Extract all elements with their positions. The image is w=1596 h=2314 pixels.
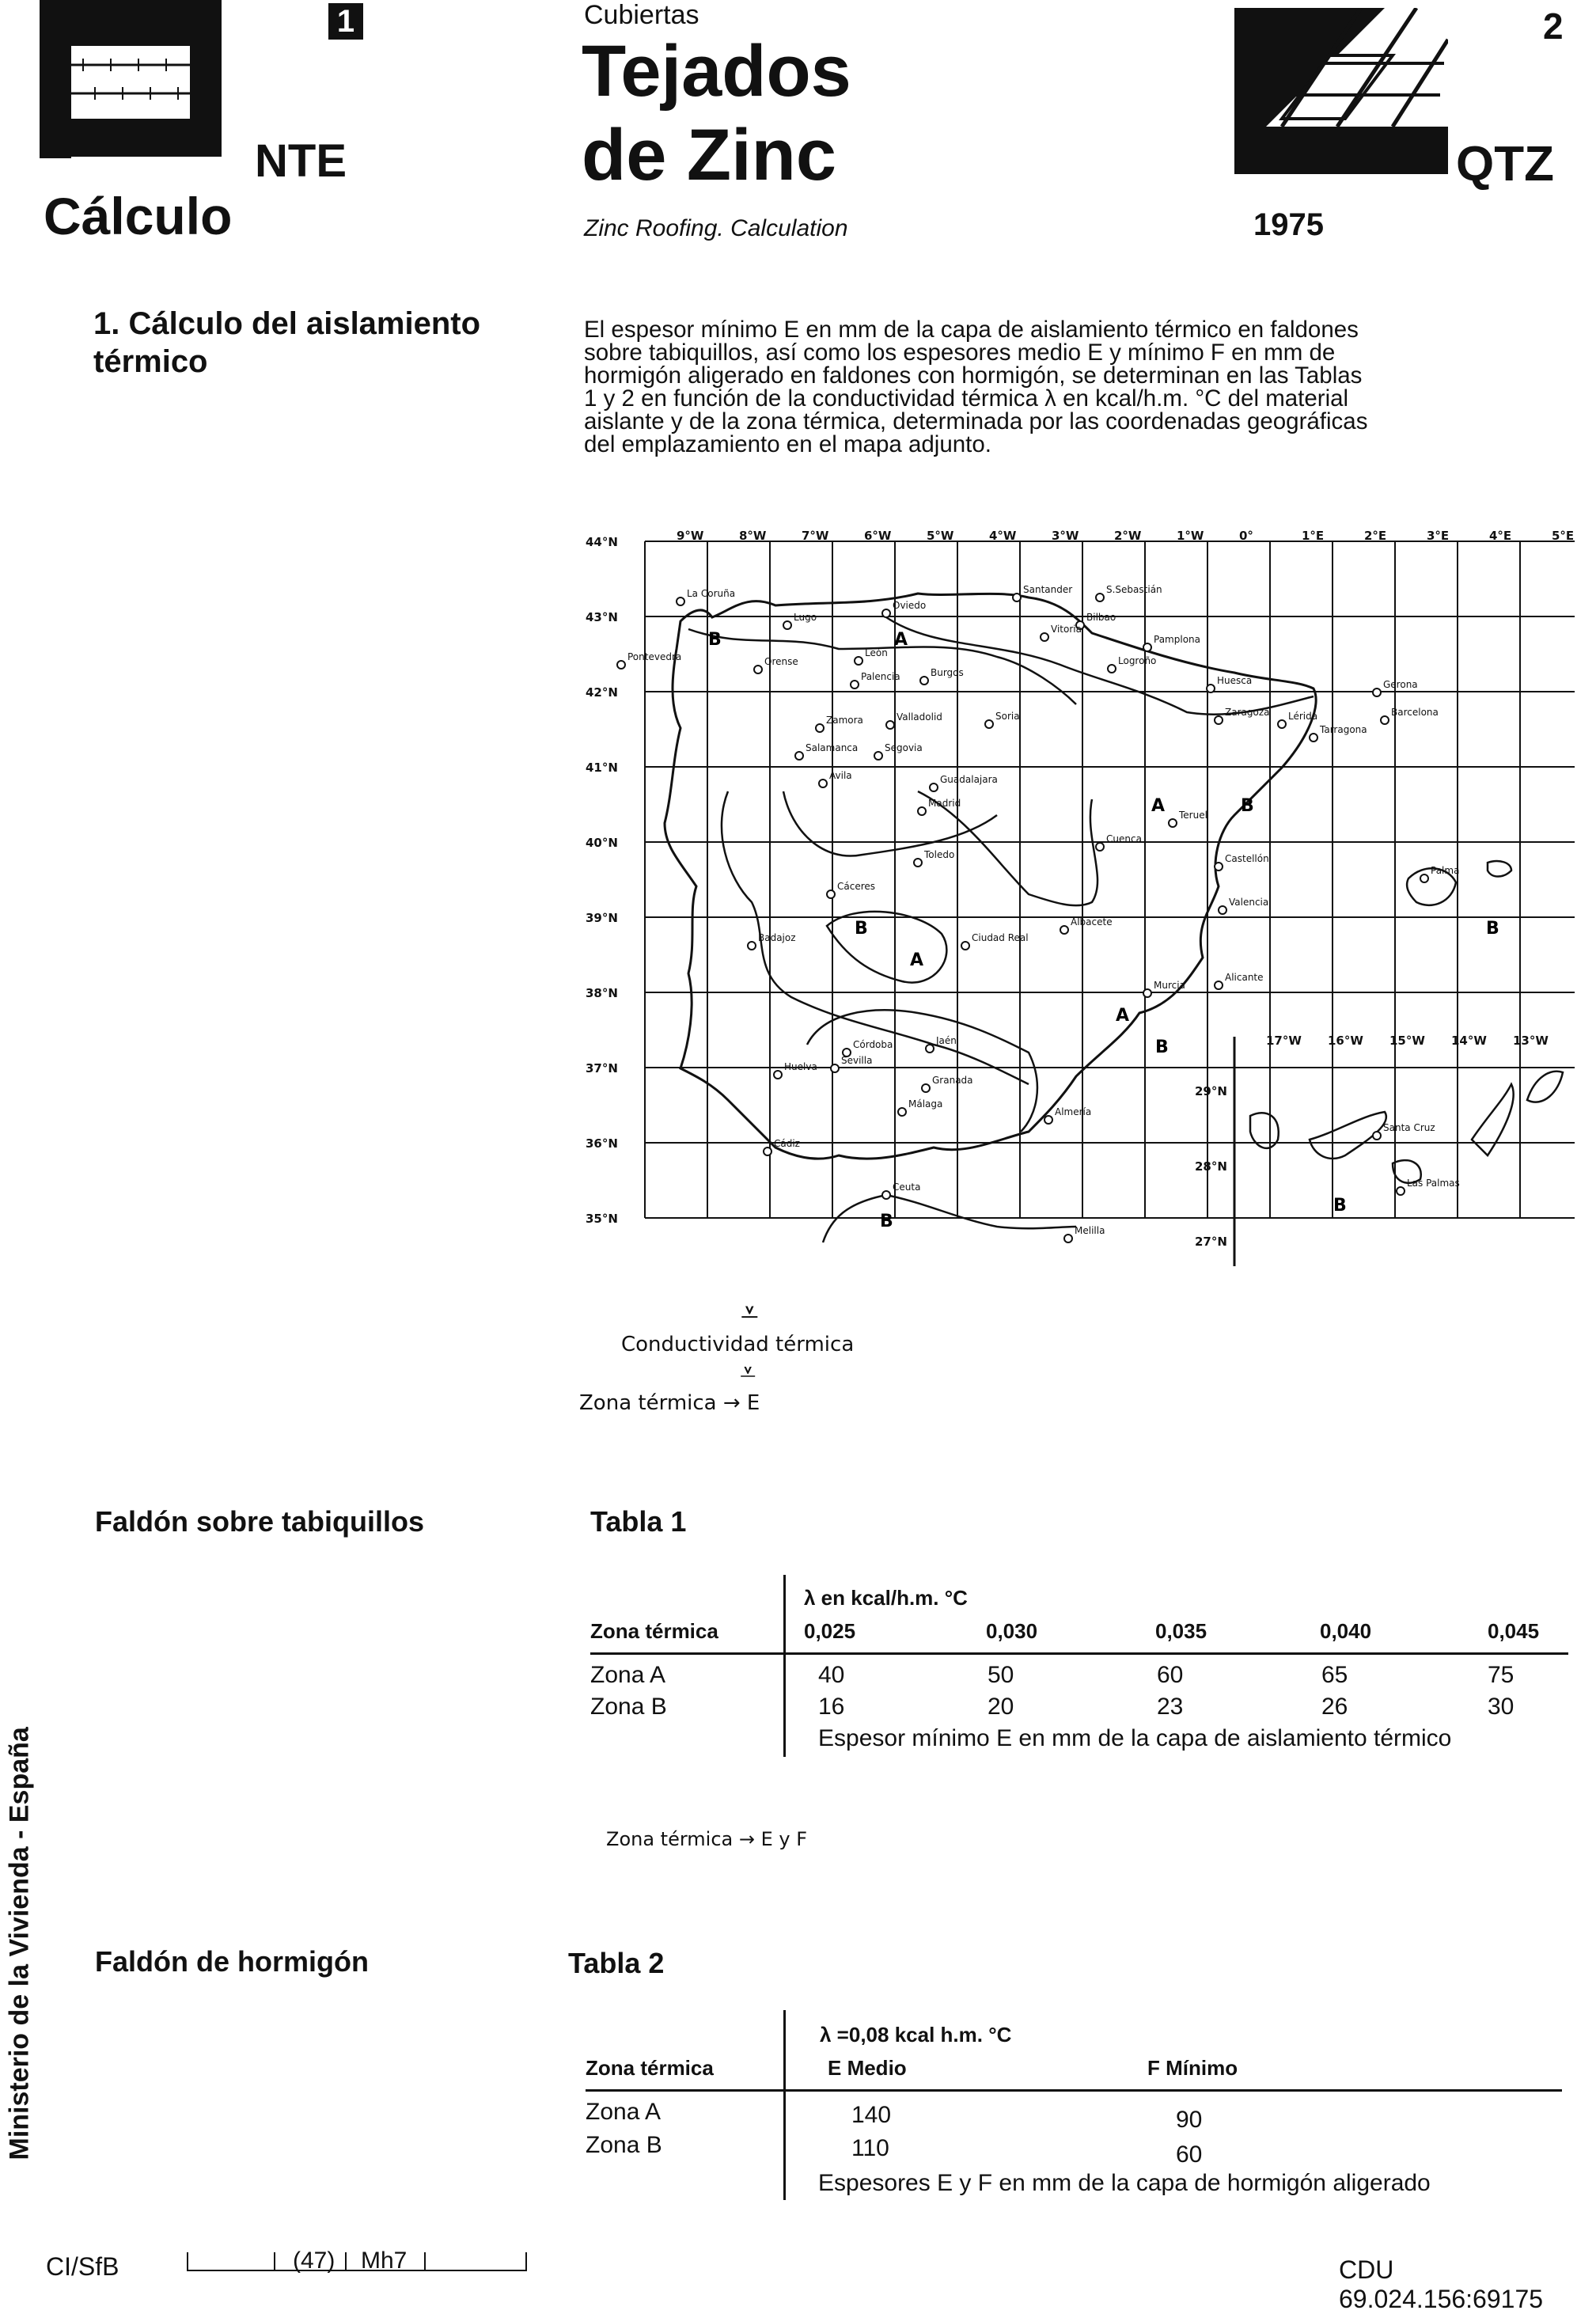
map-city: [748, 932, 796, 950]
map-city: [819, 770, 852, 787]
tabla1-cell: 23: [1157, 1694, 1184, 1720]
zone-boundary: [783, 791, 997, 856]
city-marker: [851, 681, 859, 689]
city-marker: [748, 942, 756, 950]
city-marker: [1169, 819, 1177, 827]
map-city: [1215, 707, 1269, 724]
zone-label: A: [1151, 796, 1166, 816]
flow-conductividad: Conductividad térmica: [621, 1333, 855, 1356]
map-longitude-label: 3°E: [1427, 530, 1450, 543]
city-marker: [1096, 843, 1104, 851]
city-marker: [926, 1045, 934, 1053]
intro-paragraph: [584, 318, 1565, 456]
map-city: [930, 774, 998, 791]
city-marker: [1373, 1132, 1381, 1140]
intro-line: hormigón aligerado en faldones con hormigón, se determinan en las Tablas: [584, 362, 1363, 389]
city-label: Gerona: [1383, 679, 1418, 690]
city-label: Zaragoza: [1225, 707, 1270, 718]
page-number: 2: [1543, 6, 1564, 47]
map-city: [754, 656, 798, 673]
zone-label: A: [894, 630, 908, 650]
intro-line: del emplazamiento en el mapa adjunto.: [584, 431, 991, 457]
map-city: [985, 711, 1020, 728]
map-latitude-label: 41°N: [586, 761, 618, 775]
city-marker: [1215, 863, 1223, 871]
map-city: [918, 798, 961, 815]
city-label: Orense: [764, 656, 798, 667]
tabla1-divider: [783, 1575, 786, 1757]
city-marker: [1207, 685, 1215, 692]
tabla1-cell: 16: [818, 1694, 845, 1720]
city-marker: [1143, 989, 1151, 997]
down-arrow-icon: ⩡: [740, 1356, 756, 1389]
map-city: [1169, 810, 1207, 827]
cisfb-code: Mh7: [361, 2248, 408, 2274]
city-label: Alicante: [1225, 972, 1264, 983]
city-label: Ciudad Real: [972, 932, 1029, 943]
city-label: Albacete: [1071, 916, 1113, 927]
map-city: [843, 1039, 893, 1056]
map-city: [882, 1182, 920, 1199]
map-city: [795, 742, 858, 760]
map-longitude-label: 9°W: [677, 530, 704, 543]
doc-year: 1975: [1253, 207, 1324, 242]
city-marker: [918, 807, 926, 815]
cisfb-label: CI/SfB: [46, 2252, 119, 2281]
map-latitude-label: 39°N: [586, 911, 618, 925]
city-label: Oviedo: [893, 600, 927, 611]
map-city: [855, 647, 888, 665]
city-label: Ceuta: [893, 1182, 921, 1193]
city-marker: [1143, 643, 1151, 651]
city-marker: [930, 783, 938, 791]
map-city: [1278, 711, 1317, 728]
tabla1-cell: 65: [1321, 1662, 1348, 1688]
city-label: Valencia: [1229, 897, 1269, 908]
city-marker: [1096, 594, 1104, 601]
flow-zona-ef: Zona térmica → E y F: [606, 1828, 808, 1850]
tabla2-lambda-header: λ =0,08 kcal h.m. °C: [820, 2023, 1012, 2047]
map-city: [1041, 624, 1082, 641]
canary-longitude-label: 17°W: [1266, 1034, 1302, 1048]
city-label: Teruel: [1179, 810, 1207, 821]
city-label: Toledo: [924, 849, 955, 860]
city-marker: [882, 609, 890, 617]
city-marker: [774, 1071, 782, 1079]
publisher-vertical: Ministerio de la Vivienda - España: [4, 1727, 35, 2160]
tabla1-col-header: 0,030: [986, 1619, 1038, 1643]
tabla1-zona-header: Zona térmica: [590, 1619, 718, 1643]
map-city: [1143, 634, 1200, 651]
city-marker: [783, 621, 791, 629]
map-longitude-label: 8°W: [739, 530, 767, 543]
map-latitude-label: 44°N: [586, 535, 618, 549]
city-label: Guadalajara: [940, 774, 998, 785]
map-latitude-label: 37°N: [586, 1061, 618, 1075]
zone-label: B: [1241, 796, 1254, 816]
map-longitude-label: 4°W: [989, 530, 1017, 543]
map-longitude-label: 5°E: [1552, 530, 1575, 543]
city-label: Pamplona: [1154, 634, 1200, 645]
city-marker: [874, 752, 882, 760]
tabla2-rule: [586, 2089, 1562, 2092]
canary-island: [1527, 1072, 1563, 1102]
city-label: Almería: [1055, 1106, 1092, 1117]
map-city: [783, 612, 817, 629]
map-latitude-label: 38°N: [586, 986, 618, 1000]
down-arrow-icon: ⩡: [741, 1295, 759, 1331]
map-longitude-label: 1°W: [1177, 530, 1204, 543]
tabla1-col-header: 0,025: [804, 1619, 856, 1643]
canary-island: [1472, 1084, 1514, 1155]
cisfb-code-boxes: [187, 2248, 527, 2279]
tabla2-zona-header: Zona térmica: [586, 2056, 714, 2080]
city-marker: [795, 752, 803, 760]
city-marker: [922, 1084, 930, 1092]
map-longitude-label: 3°W: [1052, 530, 1079, 543]
intro-line: El espesor mínimo E en mm de la capa de aislamiento térmico en faldones: [584, 317, 1359, 343]
city-marker: [886, 721, 894, 729]
map-city: [961, 932, 1029, 950]
city-marker: [1278, 720, 1286, 728]
map-city: [1219, 897, 1268, 914]
map-city: [1215, 972, 1264, 989]
tabla2-col-header: E Medio: [828, 2056, 907, 2080]
map-city: [898, 1098, 942, 1116]
zone-label: B: [1155, 1038, 1169, 1057]
zone-label: B: [855, 919, 868, 939]
city-label: Cuenca: [1106, 833, 1142, 844]
city-marker: [677, 597, 684, 605]
map-city: [1310, 724, 1367, 742]
city-label: Málaga: [908, 1098, 943, 1110]
city-marker: [1044, 1116, 1052, 1124]
city-label: Zamora: [826, 715, 863, 726]
intro-line: sobre tabiquillos, así como los espesores medio E y mínimo F en mm de: [584, 340, 1336, 366]
city-label: Burgos: [931, 667, 964, 678]
map-city: [1381, 707, 1439, 724]
city-label: Salamanca: [806, 742, 859, 753]
category-label: Cubiertas: [584, 0, 699, 30]
city-label: Bilbao: [1086, 612, 1116, 623]
tabla1-footer: Espesor mínimo E en mm de la capa de aislamiento térmico: [818, 1725, 1452, 1751]
city-marker: [855, 657, 862, 665]
map-city: [882, 600, 926, 617]
tabla1-title: Tabla 1: [590, 1505, 687, 1538]
tabla2-footer: Espesores E y F en mm de la capa de hormigón aligerado: [818, 2170, 1431, 2196]
tabla1-cell: 40: [818, 1662, 845, 1688]
canary-latitude-label: 27°N: [1195, 1235, 1227, 1249]
zone-label: B: [1333, 1196, 1347, 1216]
map-city: [922, 1075, 973, 1092]
zone-label: B: [1486, 919, 1499, 939]
city-label: Melilla: [1075, 1225, 1105, 1236]
city-label: Barcelona: [1391, 707, 1439, 718]
city-marker: [1397, 1187, 1405, 1195]
city-marker: [985, 720, 993, 728]
cdu-code: CDU 69.024.156:69175: [1339, 2255, 1544, 2313]
city-marker: [1041, 633, 1048, 641]
city-label: Granada: [932, 1075, 973, 1086]
city-marker: [827, 890, 835, 898]
map-city: [774, 1061, 817, 1079]
city-label: Segovia: [885, 742, 923, 753]
canary-longitude-label: 14°W: [1451, 1034, 1487, 1048]
canary-longitude-label: 13°W: [1513, 1034, 1549, 1048]
tabla1-cell: 75: [1488, 1662, 1514, 1688]
city-label: Cáceres: [837, 881, 876, 892]
city-label: Madrid: [928, 798, 961, 809]
section-label: Cálculo: [44, 187, 233, 245]
city-label: Lugo: [794, 612, 817, 623]
city-marker: [617, 661, 625, 669]
tabla2-col-header: F Mínimo: [1147, 2056, 1238, 2080]
city-label: Soria: [995, 711, 1020, 722]
city-label: Huesca: [1217, 675, 1253, 686]
canary-latitude-label: 28°N: [1195, 1159, 1227, 1174]
city-label: Avila: [829, 770, 852, 781]
city-marker: [1373, 689, 1381, 696]
intro-line: 1 y 2 en función de la conductividad térmica λ en kcal/h.m. °C del material: [584, 385, 1349, 412]
city-marker: [898, 1108, 906, 1116]
map-city: [617, 651, 681, 669]
city-label: Cádiz: [774, 1138, 800, 1149]
city-marker: [1219, 906, 1226, 914]
city-marker: [1215, 981, 1223, 989]
tabla2-title: Tabla 2: [568, 1947, 665, 1979]
city-label: Huelva: [784, 1061, 817, 1072]
tabla1-row-label: Zona A: [590, 1662, 666, 1688]
tabla2-divider: [783, 2010, 786, 2200]
balearic-island: [1488, 861, 1511, 876]
city-marker: [816, 724, 824, 732]
city-marker: [1310, 734, 1317, 742]
city-label: Santander: [1023, 584, 1073, 595]
map-latitude-label: 42°N: [586, 685, 618, 700]
city-label: Las Palmas: [1407, 1178, 1460, 1189]
zone-boundary: [688, 629, 1076, 704]
nte-label: NTE: [255, 135, 347, 187]
tabla1-cell: 20: [988, 1694, 1014, 1720]
map-city: [1108, 655, 1156, 673]
map-city: [827, 881, 875, 898]
city-marker: [1060, 926, 1068, 934]
city-label: Castellón: [1225, 853, 1269, 864]
map-city: [914, 849, 954, 867]
cisfb-code: (47): [293, 2248, 336, 2274]
city-label: Jaén: [936, 1035, 957, 1046]
tabla1-col-header: 0,040: [1320, 1619, 1372, 1643]
map-city: [1207, 675, 1252, 692]
section-heading: 1. Cálculo del aislamiento térmico: [93, 306, 481, 379]
sheet-number: 1: [328, 3, 363, 40]
city-marker: [754, 666, 762, 673]
tabla2-row-label: Zona B: [586, 2132, 662, 2158]
thermal-zone-map: [586, 530, 1575, 1270]
city-marker: [764, 1148, 771, 1155]
city-label: Sevilla: [841, 1055, 873, 1066]
city-label: León: [865, 647, 888, 658]
city-marker: [831, 1064, 839, 1072]
city-marker: [1420, 874, 1428, 882]
map-longitude-label: 4°E: [1489, 530, 1512, 543]
zone-label: A: [1116, 1006, 1130, 1026]
map-longitude-label: 1°E: [1302, 530, 1325, 543]
page-title-line1: Tejados: [582, 31, 851, 112]
city-marker: [961, 942, 969, 950]
map-city: [831, 1055, 872, 1072]
tabla2-cell: 90: [1176, 2107, 1203, 2133]
nte-logo: [40, 0, 277, 162]
city-label: Vitoria: [1051, 624, 1082, 635]
map-city: [851, 671, 900, 689]
map-city: [1397, 1178, 1460, 1195]
tabla1-cell: 60: [1157, 1662, 1184, 1688]
map-longitude-label: 6°W: [864, 530, 892, 543]
map-longitude-label: 2°E: [1364, 530, 1387, 543]
map-longitude-label: 7°W: [802, 530, 829, 543]
tabla2-row-label: Zona A: [586, 2099, 662, 2125]
city-label: Palencia: [861, 671, 900, 682]
map-longitude-label: 2°W: [1114, 530, 1142, 543]
map-city: [816, 715, 863, 732]
city-marker: [882, 1191, 890, 1199]
city-marker: [914, 859, 922, 867]
city-label: Córdoba: [853, 1039, 893, 1050]
city-label: Lérida: [1288, 711, 1318, 722]
city-label: Badajoz: [758, 932, 796, 943]
city-label: La Coruña: [687, 588, 736, 599]
zone-boundary: [827, 912, 946, 983]
city-label: Murcia: [1154, 980, 1185, 991]
tabla1-lambda-header: λ en kcal/h.m. °C: [804, 1586, 968, 1610]
city-label: Valladolid: [897, 711, 942, 723]
page-subtitle: Zinc Roofing. Calculation: [584, 215, 848, 241]
tabla2-cell: 60: [1176, 2141, 1203, 2168]
tabla1-col-header: 0,045: [1488, 1619, 1540, 1643]
city-marker: [1381, 716, 1389, 724]
map-latitude-label: 43°N: [586, 610, 618, 624]
city-marker: [1064, 1235, 1072, 1242]
map-longitude-label: 0°: [1239, 530, 1253, 543]
tabla1-col-header: 0,035: [1155, 1619, 1207, 1643]
map-longitude-label: 5°W: [927, 530, 954, 543]
map-city: [1060, 916, 1113, 934]
canary-longitude-label: 15°W: [1389, 1034, 1425, 1048]
city-marker: [1215, 716, 1223, 724]
map-city: [1096, 584, 1162, 601]
tabla1-row-label: Zona B: [590, 1694, 667, 1720]
map-city: [1143, 980, 1185, 997]
map-city: [677, 588, 735, 605]
city-label: Santa Cruz: [1383, 1122, 1435, 1133]
zone-label: B: [708, 630, 722, 650]
page-title-line2: de Zinc: [582, 115, 837, 195]
canary-longitude-label: 16°W: [1328, 1034, 1363, 1048]
city-label: Palma: [1431, 865, 1460, 876]
tabla1-cell: 50: [988, 1662, 1014, 1688]
intro-line: aislante y de la zona térmica, determinada por las coordenadas geográficas: [584, 408, 1368, 434]
city-label: Tarragona: [1320, 724, 1367, 735]
doc-code: QTZ: [1456, 137, 1554, 192]
city-label: S.Sebastián: [1106, 584, 1162, 595]
city-label: Logroño: [1118, 655, 1157, 666]
zone-label: A: [910, 950, 924, 970]
tabla1-cell: 30: [1488, 1694, 1514, 1720]
zone-label: B: [880, 1212, 893, 1231]
city-marker: [1108, 665, 1116, 673]
map-latitude-label: 36°N: [586, 1136, 618, 1151]
flow-zona-e: Zona térmica → E: [579, 1391, 760, 1415]
tabla1-section-label: Faldón sobre tabiquillos: [95, 1505, 425, 1538]
map-city: [874, 742, 923, 760]
city-marker: [819, 780, 827, 787]
city-marker: [920, 677, 928, 685]
tabla2-cell: 110: [851, 2135, 889, 2161]
map-latitude-label: 35°N: [586, 1212, 618, 1226]
city-label: Pontevedra: [627, 651, 682, 662]
canary-latitude-label: 29°N: [1195, 1084, 1227, 1098]
city-marker: [1013, 594, 1021, 601]
zone-boundary: [886, 617, 1314, 715]
map-city: [1013, 584, 1072, 601]
tabla2-section-label: Faldón de hormigón: [95, 1945, 369, 1978]
tabla1-rule: [590, 1652, 1568, 1655]
map-latitude-label: 40°N: [586, 836, 618, 850]
tabla2-cell: 140: [851, 2102, 892, 2128]
roof-logo: [1234, 8, 1448, 178]
map-city: [1215, 853, 1269, 871]
tabla1-cell: 26: [1321, 1694, 1348, 1720]
